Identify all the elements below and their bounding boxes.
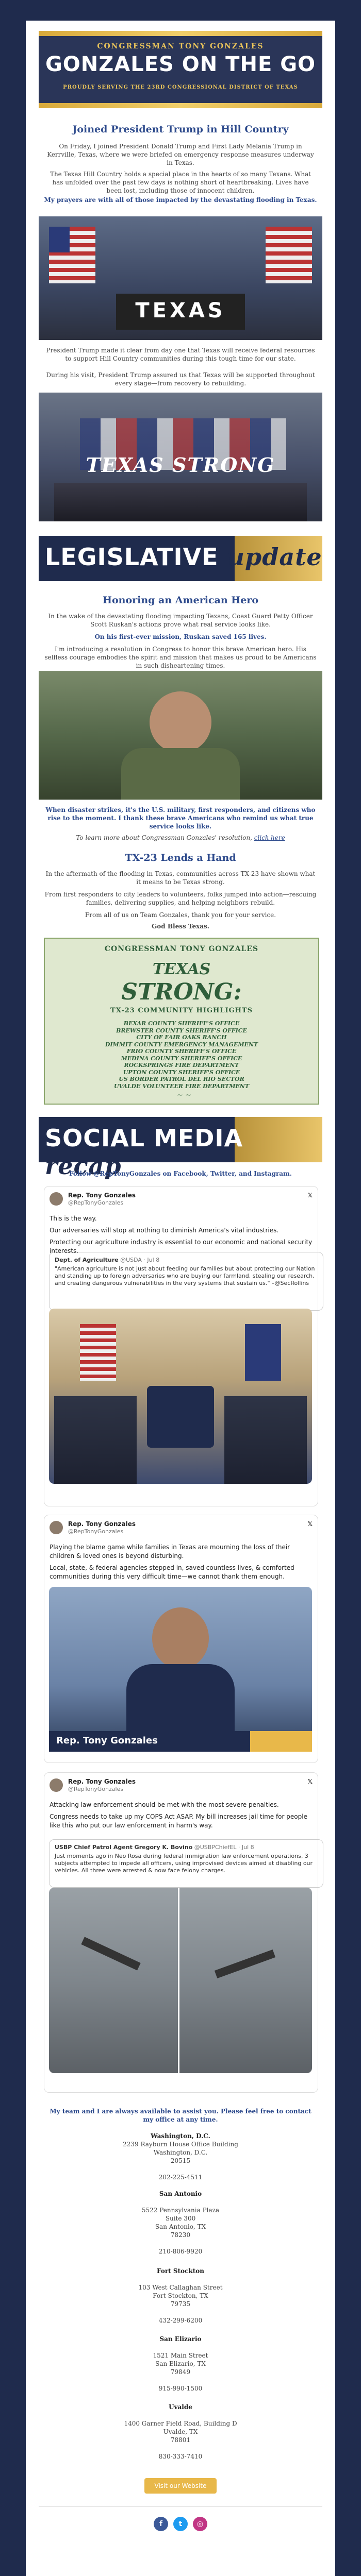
hill-country-p1: On Friday, I joined President Donald Trump and First Lady Melania Trump in Kerrville, Texas, where we were briefed on emergency response measures underway in Texas.	[47, 143, 314, 166]
tx23-p4: God Bless Texas.	[152, 923, 209, 930]
office-phone[interactable]: 915-990-1500	[158, 2385, 203, 2392]
twitter-icon[interactable]: t	[173, 2517, 188, 2531]
people-left-shape	[54, 1396, 137, 1484]
office-city: Uvalde	[169, 2403, 192, 2411]
office-line: 1521 Main Street	[153, 2352, 208, 2359]
quote-text: "American agriculture is not just about feeding our families but about protecting our Nation and standing up to foreign adversaries who are buying our farmland, stealing our research, and creating dangerous vulnerabilities in the very systems that sustain us." –@SecRollins	[55, 1265, 315, 1286]
tweet-line: Attacking law enforcement should be met with the most severe penalties.	[50, 1801, 279, 1808]
banner-bottom-band	[39, 103, 322, 108]
card-item: UPTON COUNTY SHERIFF'S OFFICE	[123, 1069, 240, 1076]
x-logo-icon: 𝕏	[307, 1520, 313, 1528]
x-logo-icon: 𝕏	[307, 1192, 313, 1199]
tweet-line: Protecting our agriculture industry is essential to our economic and national security interests.	[50, 1239, 313, 1255]
tx23-p2: From first responders to city leaders to volunteers, folks jumped into action—rescuing families, delivering supplies, and helping neighbors rebuild.	[44, 891, 317, 906]
office-fort-stockton	[39, 2267, 322, 2325]
portrait-head-shape	[150, 691, 211, 753]
people-right-shape	[224, 1396, 307, 1484]
banner-top-band	[39, 31, 322, 36]
avatar	[50, 1521, 63, 1534]
office-line: Washington, D.C.	[153, 2149, 208, 2156]
card-big2: STRONG:	[121, 979, 242, 1005]
flag-canton	[49, 227, 70, 252]
quote-handle: @USDA · Jul 8	[120, 1257, 160, 1263]
newsletter-sheet	[26, 21, 335, 2576]
tx23-p1: In the aftermath of the flooding in Texas, communities across TX-23 have shown what it means to be Texas strong.	[45, 870, 316, 886]
lower-third-name: Rep. Tony Gonzales	[56, 1735, 158, 1746]
quote-text: Just moments ago in Neo Rosa during federal immigration law enforcement operations, 3 subjects attempted to impede all officers, using improvised devices aimed at disabling our vehicles. All three were arrested & now face felony charges.	[55, 1853, 313, 1874]
tweet-author: Rep. Tony Gonzales	[68, 1520, 136, 1528]
office-uvalde	[39, 2403, 322, 2461]
card-item: ROCKSPRINGS FIRE DEPARTMENT	[124, 1062, 239, 1069]
avatar	[50, 1192, 63, 1206]
offices-intro: My team and I are always available to assist you. Please feel free to contact my office at any time.	[50, 2108, 311, 2123]
facebook-icon[interactable]: f	[154, 2517, 168, 2531]
office-city: San Elizario	[159, 2335, 202, 2343]
hill-country-p5: During his visit, President Trump assured us that Texas will be supported throughout every stage—from recovery to rebuilding.	[46, 371, 315, 387]
trump-briefing-photo	[39, 216, 322, 340]
office-phone[interactable]: 202-225-4511	[158, 2174, 203, 2181]
hill-country-p4: President Trump made it clear from day one that Texas will receive federal resources to support Hill Country communities during this tough time for our state.	[46, 347, 315, 362]
tweet-line: Local, state, & federal agencies stepped in, saved countless lives, & comforted communities during this very difficult time—we cannot thank them enough.	[50, 1564, 294, 1580]
tweet-handle: @RepTonyGonzales	[68, 1528, 124, 1535]
tweet-author: Rep. Tony Gonzales	[68, 1778, 136, 1785]
tweet-1-image	[49, 1309, 312, 1484]
hill-country-p3: My prayers are with all of those impacted by the devastating flooding in Texas.	[44, 196, 317, 204]
office-line: 79735	[170, 2300, 191, 2308]
office-line: Fort Stockton, TX	[153, 2292, 208, 2299]
card-item: UVALDE VOLUNTEER FIRE DEPARTMENT	[113, 1082, 250, 1090]
hero-heading: Honoring an American Hero	[103, 595, 258, 606]
quote-author: USBP Chief Patrol Agent Gregory K. Bovino	[55, 1844, 193, 1851]
resolution-link[interactable]: click here	[254, 834, 285, 841]
tweet-line: This is the way.	[50, 1215, 97, 1222]
office-line: 78230	[170, 2231, 191, 2239]
office-city: Washington, D.C.	[151, 2132, 210, 2140]
header-banner	[39, 31, 322, 108]
card-item: FRIO COUNTY SHERIFF'S OFFICE	[126, 1048, 237, 1055]
image-split-left	[49, 1888, 179, 2073]
office-line: 2239 Rayburn House Office Building	[123, 2141, 238, 2148]
texas-strong-card	[44, 938, 319, 1105]
signature-icon: ~ ~	[177, 1091, 191, 1099]
hero-p4: When disaster strikes, it's the U.S. military, first responders, and citizens who rise to the moment. I thank these brave Americans who remind us what true service looks like.	[45, 806, 316, 830]
tweet-handle: @RepTonyGonzales	[68, 1199, 124, 1206]
office-dc	[39, 2132, 322, 2181]
x-logo-icon: 𝕏	[307, 1778, 313, 1785]
lower-third-bar	[49, 1731, 312, 1752]
office-line: 5522 Pennsylvania Plaza	[141, 2207, 220, 2214]
us-flag-shape-right	[266, 227, 312, 283]
speaker-body-shape	[126, 1664, 235, 1731]
hero-p1: In the wake of the devastating flooding impacting Texans, Coast Guard Petty Officer Scott Ruskan's actions prove what real service looks like.	[48, 613, 313, 628]
office-line: San Antonio, TX	[155, 2223, 206, 2230]
tweet-handle: @RepTonyGonzales	[68, 1786, 124, 1792]
social-follow: Follow @RepTonyGonzales on Facebook, Twitter, and Instagram.	[69, 1170, 292, 1177]
card-item: DIMMIT COUNTY EMERGENCY MANAGEMENT	[105, 1041, 258, 1048]
hero-link-prefix: To learn more about Congressman Gonzales' resolution,	[76, 834, 254, 841]
quoted-tweet-bovino[interactable]	[49, 1839, 323, 1888]
visit-website-button[interactable]: Visit our Website	[144, 2478, 217, 2494]
card-sub: TX-23 COMMUNITY HIGHLIGHTS	[110, 1007, 253, 1014]
tweet-line: Our adversaries will stop at nothing to diminish America's vital industries.	[50, 1227, 279, 1234]
office-line: 103 West Callaghan Street	[138, 2284, 223, 2291]
office-san-elizario	[39, 2335, 322, 2393]
header-tagline: PROUDLY SERVING THE 23RD CONGRESSIONAL DISTRICT OF TEXAS	[63, 84, 298, 90]
divider	[39, 2506, 322, 2507]
hero-link-line	[44, 834, 317, 842]
office-line: 78801	[170, 2436, 191, 2444]
texas-strong-photo	[39, 393, 322, 521]
podium-shape	[147, 1386, 214, 1448]
crowd-shape	[54, 483, 307, 521]
card-item: BEXAR COUNTY SHERIFF'S OFFICE	[123, 1020, 240, 1027]
office-phone[interactable]: 210-806-9920	[158, 2248, 203, 2255]
instagram-icon[interactable]: ◎	[193, 2517, 207, 2531]
office-phone[interactable]: 830-333-7410	[158, 2453, 203, 2460]
tweet-line: Congress needs to take up my COPS Act ASAP. My bill increases jail time for people like this who put our law enforcement in harm's way.	[50, 1813, 307, 1829]
tx23-p3: From all of us on Team Gonzales, thank you for your service.	[85, 911, 276, 919]
tweet-line: Playing the blame game while families in Texas are mourning the loss of their children & loved ones is beyond disturbing.	[50, 1544, 290, 1560]
hero-p2: On his first-ever mission, Ruskan saved 165 lives.	[94, 633, 267, 640]
quoted-tweet-usda[interactable]	[49, 1252, 323, 1311]
social-title-accent: recap	[45, 1152, 122, 1180]
hero-p3: I'm introducing a resolution in Congress to honor this brave American hero. His selfless courage embodies the spirit and mission that makes us proud to be Americans in such disheartening times.	[44, 646, 317, 669]
office-line: 79849	[170, 2368, 191, 2376]
social-title: SOCIAL MEDIA	[45, 1124, 243, 1152]
hill-country-p2: The Texas Hill Country holds a special place in the hearts of so many Texans. What has unfolded over the past few days is nothing short of heartbreaking. Lives have been lost, including those of innocent children.	[50, 171, 311, 194]
office-phone[interactable]: 432-299-6200	[158, 2317, 203, 2324]
avatar	[50, 1778, 63, 1792]
tweet-author: Rep. Tony Gonzales	[68, 1192, 136, 1199]
legislative-title: LEGISLATIVE	[45, 543, 219, 571]
flag-shape-blue	[245, 1324, 281, 1381]
office-line: San Elizario, TX	[155, 2360, 206, 2367]
tweet-3-image	[49, 1888, 312, 2073]
card-item: BREWSTER COUNTY SHERIFF'S OFFICE	[116, 1027, 247, 1034]
device-shape-right	[215, 1950, 275, 1978]
quote-handle: @USBPChiefEL · Jul 8	[194, 1844, 254, 1851]
card-top: CONGRESSMAN TONY GONZALES	[104, 945, 259, 953]
tx23-heading: TX-23 Lends a Hand	[125, 852, 236, 863]
quote-author: Dept. of Agriculture	[55, 1257, 119, 1263]
ruskan-photo	[39, 671, 322, 800]
hill-country-heading: Joined President Trump in Hill Country	[72, 124, 289, 135]
office-line: Suite 300	[165, 2215, 196, 2222]
legislative-title-accent: update	[227, 543, 322, 571]
header-kicker: CONGRESSMAN TONY GONZALES	[97, 42, 264, 50]
portrait-body-shape	[121, 748, 240, 800]
card-item: US BORDER PATROL DEL RIO SECTOR	[119, 1076, 244, 1082]
us-flag-shape	[80, 1324, 116, 1381]
tweet-2-video[interactable]	[49, 1587, 312, 1752]
card-items-list	[45, 1020, 318, 1090]
office-san-antonio	[39, 2190, 322, 2256]
office-city: San Antonio	[159, 2190, 202, 2197]
card-big1: TEXAS	[152, 960, 211, 978]
office-city: Fort Stockton	[156, 2267, 204, 2275]
office-line: 20515	[170, 2157, 191, 2164]
lower-third-accent	[250, 1731, 312, 1752]
office-line: Uvalde, TX	[163, 2428, 198, 2435]
photo-texas-strong-text: TEXAS STRONG	[86, 453, 275, 477]
card-item: MEDINA COUNTY SHERIFF'S OFFICE	[121, 1055, 242, 1062]
office-line: 1400 Garner Field Road, Building D	[124, 2420, 237, 2427]
legislative-update-banner	[39, 536, 322, 581]
speaker-head-shape	[152, 1607, 209, 1669]
header-title: GONZALES ON THE GO	[45, 53, 316, 76]
photo-texas-sign: TEXAS	[135, 299, 226, 323]
card-item: CITY OF FAIR OAKS RANCH	[136, 1034, 227, 1041]
